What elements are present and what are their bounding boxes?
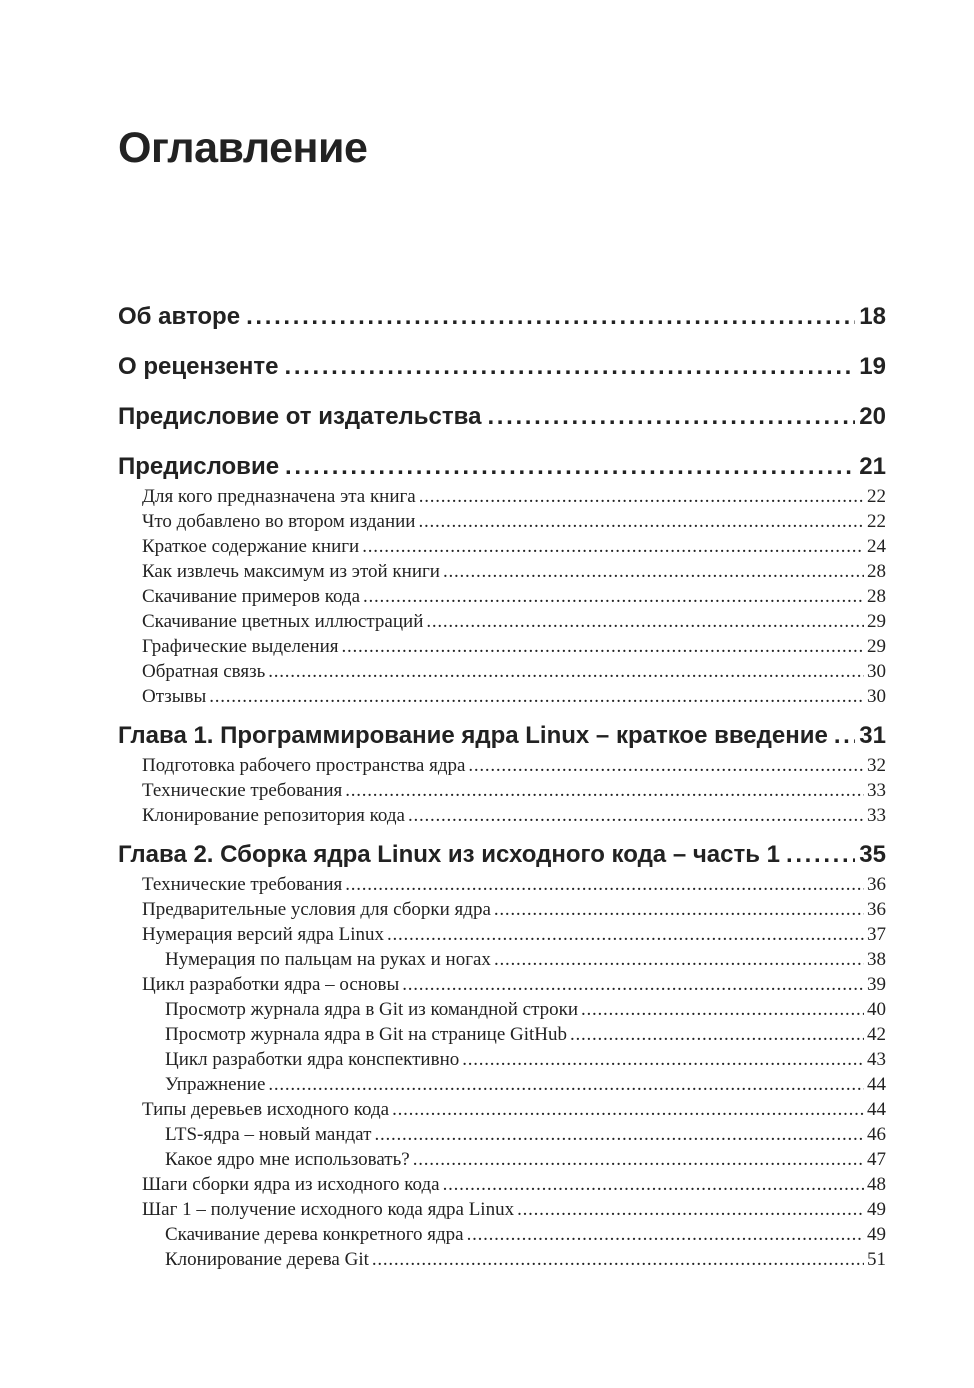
toc-section-entry[interactable] (118, 803, 886, 828)
dot-leader (387, 922, 864, 947)
dot-leader (487, 400, 855, 434)
toc-entry-title: Предварительные условия для сборки ядра (142, 899, 491, 920)
dot-leader (374, 1122, 864, 1147)
toc-page-number: 38 (867, 949, 886, 970)
dot-leader (345, 872, 864, 897)
toc-page-number: 20 (859, 403, 886, 430)
toc-entry-title: Какое ядро мне использовать? (165, 1149, 410, 1170)
toc-section-entry[interactable] (118, 778, 886, 803)
toc-entry-title: Как извлечь максимум из этой книги (142, 561, 440, 582)
dot-leader (342, 634, 864, 659)
toc-section-entry[interactable] (118, 753, 886, 778)
toc-page-number: 39 (867, 974, 886, 995)
toc-subsection-entry[interactable] (118, 1047, 886, 1072)
toc-subsection-entry[interactable] (118, 1022, 886, 1047)
toc-entry-title: О рецензенте (118, 353, 279, 380)
dot-leader (570, 1022, 864, 1047)
toc-subsection-entry[interactable] (118, 1147, 886, 1172)
toc-section-entry[interactable] (118, 972, 886, 997)
dot-leader (408, 803, 864, 828)
toc-chapter-entry[interactable] (118, 450, 886, 484)
toc-section-entry[interactable] (118, 1172, 886, 1197)
dot-leader (345, 778, 864, 803)
toc-entry-title: Что добавлено во втором издании (142, 511, 416, 532)
toc-page-number: 18 (859, 303, 886, 330)
toc-entry-title: Шаг 1 – получение исходного кода ядра Linux (142, 1199, 515, 1220)
toc-page-number: 36 (867, 874, 886, 895)
toc-section-entry[interactable] (118, 509, 886, 534)
dot-leader (517, 1197, 864, 1222)
toc-page-number: 22 (867, 511, 886, 532)
dot-leader (372, 1247, 864, 1272)
toc-entry-title: Цикл разработки ядра – основы (142, 974, 400, 995)
toc-section-entry[interactable] (118, 584, 886, 609)
toc-section-entry[interactable] (118, 534, 886, 559)
dot-leader (413, 1147, 864, 1172)
dot-leader (418, 509, 864, 534)
toc-chapter-entry[interactable] (118, 350, 886, 384)
dot-leader (392, 1097, 864, 1122)
toc-page-number: 21 (859, 453, 886, 480)
dot-leader (462, 1047, 864, 1072)
toc-entry-title: Графические выделения (142, 636, 339, 657)
toc-entry-title: Краткое содержание книги (142, 536, 360, 557)
toc-entry-title: Клонирование дерева Git (165, 1249, 369, 1270)
toc-page-number: 46 (867, 1124, 886, 1145)
toc-subsection-entry[interactable] (118, 1122, 886, 1147)
toc-page-number: 51 (867, 1249, 886, 1270)
dot-leader (268, 1072, 864, 1097)
toc-entry-title: Технические требования (142, 780, 343, 801)
toc-section-entry[interactable] (118, 1197, 886, 1222)
toc-page-number: 30 (867, 686, 886, 707)
dot-leader (209, 684, 864, 709)
toc-entry-title: Типы деревьев исходного кода (142, 1099, 390, 1120)
dot-leader (285, 350, 856, 384)
toc-page-number: 48 (867, 1174, 886, 1195)
dot-leader (467, 1222, 864, 1247)
dot-leader (468, 753, 864, 778)
toc-section-entry[interactable] (118, 484, 886, 509)
toc-section-entry[interactable] (118, 684, 886, 709)
toc-page-number: 22 (867, 486, 886, 507)
toc-subsection-entry[interactable] (118, 947, 886, 972)
toc-section-entry[interactable] (118, 609, 886, 634)
toc-page-number: 42 (867, 1024, 886, 1045)
toc-entry-title: Глава 2. Сборка ядра Linux из исходного кода – часть 1 (118, 841, 780, 868)
toc-entry-title: Предисловие (118, 453, 280, 480)
toc-entry-title: Нумерация по пальцам на руках и ногах (165, 949, 491, 970)
toc-entry-title: Предисловие от издательства (118, 403, 482, 430)
toc-page-number: 44 (867, 1074, 886, 1095)
toc-page-number: 29 (867, 611, 886, 632)
toc-section-entry[interactable] (118, 634, 886, 659)
toc-entry-title: Просмотр журнала ядра в Git из командной строки (165, 999, 579, 1020)
toc-subsection-entry[interactable] (118, 1222, 886, 1247)
toc-entry-title: Подготовка рабочего пространства ядра (142, 755, 466, 776)
toc-entry-title: Обратная связь (142, 661, 266, 682)
toc-subsection-entry[interactable] (118, 1072, 886, 1097)
toc-entry-title: Скачивание цветных иллюстраций (142, 611, 424, 632)
toc-section-entry[interactable] (118, 559, 886, 584)
dot-leader (419, 484, 864, 509)
toc-entry-title: Для кого предназначена эта книга (142, 486, 416, 507)
dot-leader (443, 559, 864, 584)
toc-entry-title: Глава 1. Программирование ядра Linux – краткое введение (118, 722, 828, 749)
toc-page-number: 49 (867, 1224, 886, 1245)
toc-entry-title: Просмотр журнала ядра в Git на странице GitHub (165, 1024, 568, 1045)
toc-subsection-entry[interactable] (118, 1247, 886, 1272)
toc-page-number: 43 (867, 1049, 886, 1070)
dot-leader (363, 584, 864, 609)
toc-subsection-entry[interactable] (118, 997, 886, 1022)
toc-entry-title: Об авторе (118, 303, 241, 330)
toc-entry-title: Технические требования (142, 874, 343, 895)
toc-chapter-entry[interactable] (118, 719, 886, 753)
dot-leader (402, 972, 864, 997)
toc-page-number: 19 (859, 353, 886, 380)
toc-page-number: 32 (867, 755, 886, 776)
dot-leader (285, 450, 855, 484)
toc-chapter-entry[interactable] (118, 400, 886, 434)
toc-entry-title: Упражнение (165, 1074, 266, 1095)
table-of-contents (118, 300, 886, 1272)
toc-page-number: 40 (867, 999, 886, 1020)
dot-leader (786, 838, 855, 872)
toc-entry-title: Цикл разработки ядра конспективно (165, 1049, 460, 1070)
toc-page-number: 36 (867, 899, 886, 920)
toc-page-number: 29 (867, 636, 886, 657)
toc-page-number: 44 (867, 1099, 886, 1120)
dot-leader (268, 659, 864, 684)
toc-section-entry[interactable] (118, 1097, 886, 1122)
toc-page-number: 33 (867, 780, 886, 801)
toc-page-number: 49 (867, 1199, 886, 1220)
dot-leader (426, 609, 864, 634)
toc-entry-title: Скачивание дерева конкретного ядра (165, 1224, 464, 1245)
dot-leader (246, 300, 855, 334)
dot-leader (494, 897, 864, 922)
toc-page-number: 31 (859, 722, 886, 749)
toc-page-number: 28 (867, 561, 886, 582)
dot-leader (834, 719, 855, 753)
toc-section-entry[interactable] (118, 872, 886, 897)
toc-page-number: 28 (867, 586, 886, 607)
toc-page-number: 33 (867, 805, 886, 826)
toc-page-number: 47 (867, 1149, 886, 1170)
toc-entry-title: Шаги сборки ядра из исходного кода (142, 1174, 440, 1195)
dot-leader (494, 947, 864, 972)
dot-leader (362, 534, 864, 559)
toc-entry-title: Клонирование репозитория кода (142, 805, 405, 826)
toc-entry-title: Скачивание примеров кода (142, 586, 361, 607)
toc-section-entry[interactable] (118, 897, 886, 922)
toc-entry-title: Отзывы (142, 686, 207, 707)
page-title: Оглавление (118, 124, 368, 172)
toc-section-entry[interactable] (118, 922, 886, 947)
toc-chapter-entry[interactable] (118, 838, 886, 872)
toc-page-number: 35 (859, 841, 886, 868)
toc-page-number: 24 (867, 536, 886, 557)
toc-entry-title: Нумерация версий ядра Linux (142, 924, 384, 945)
toc-page-number: 30 (867, 661, 886, 682)
dot-leader (443, 1172, 864, 1197)
toc-entry-title: LTS-ядра – новый мандат (165, 1124, 372, 1145)
toc-section-entry[interactable] (118, 659, 886, 684)
toc-chapter-entry[interactable] (118, 300, 886, 334)
dot-leader (581, 997, 864, 1022)
toc-page-number: 37 (867, 924, 886, 945)
